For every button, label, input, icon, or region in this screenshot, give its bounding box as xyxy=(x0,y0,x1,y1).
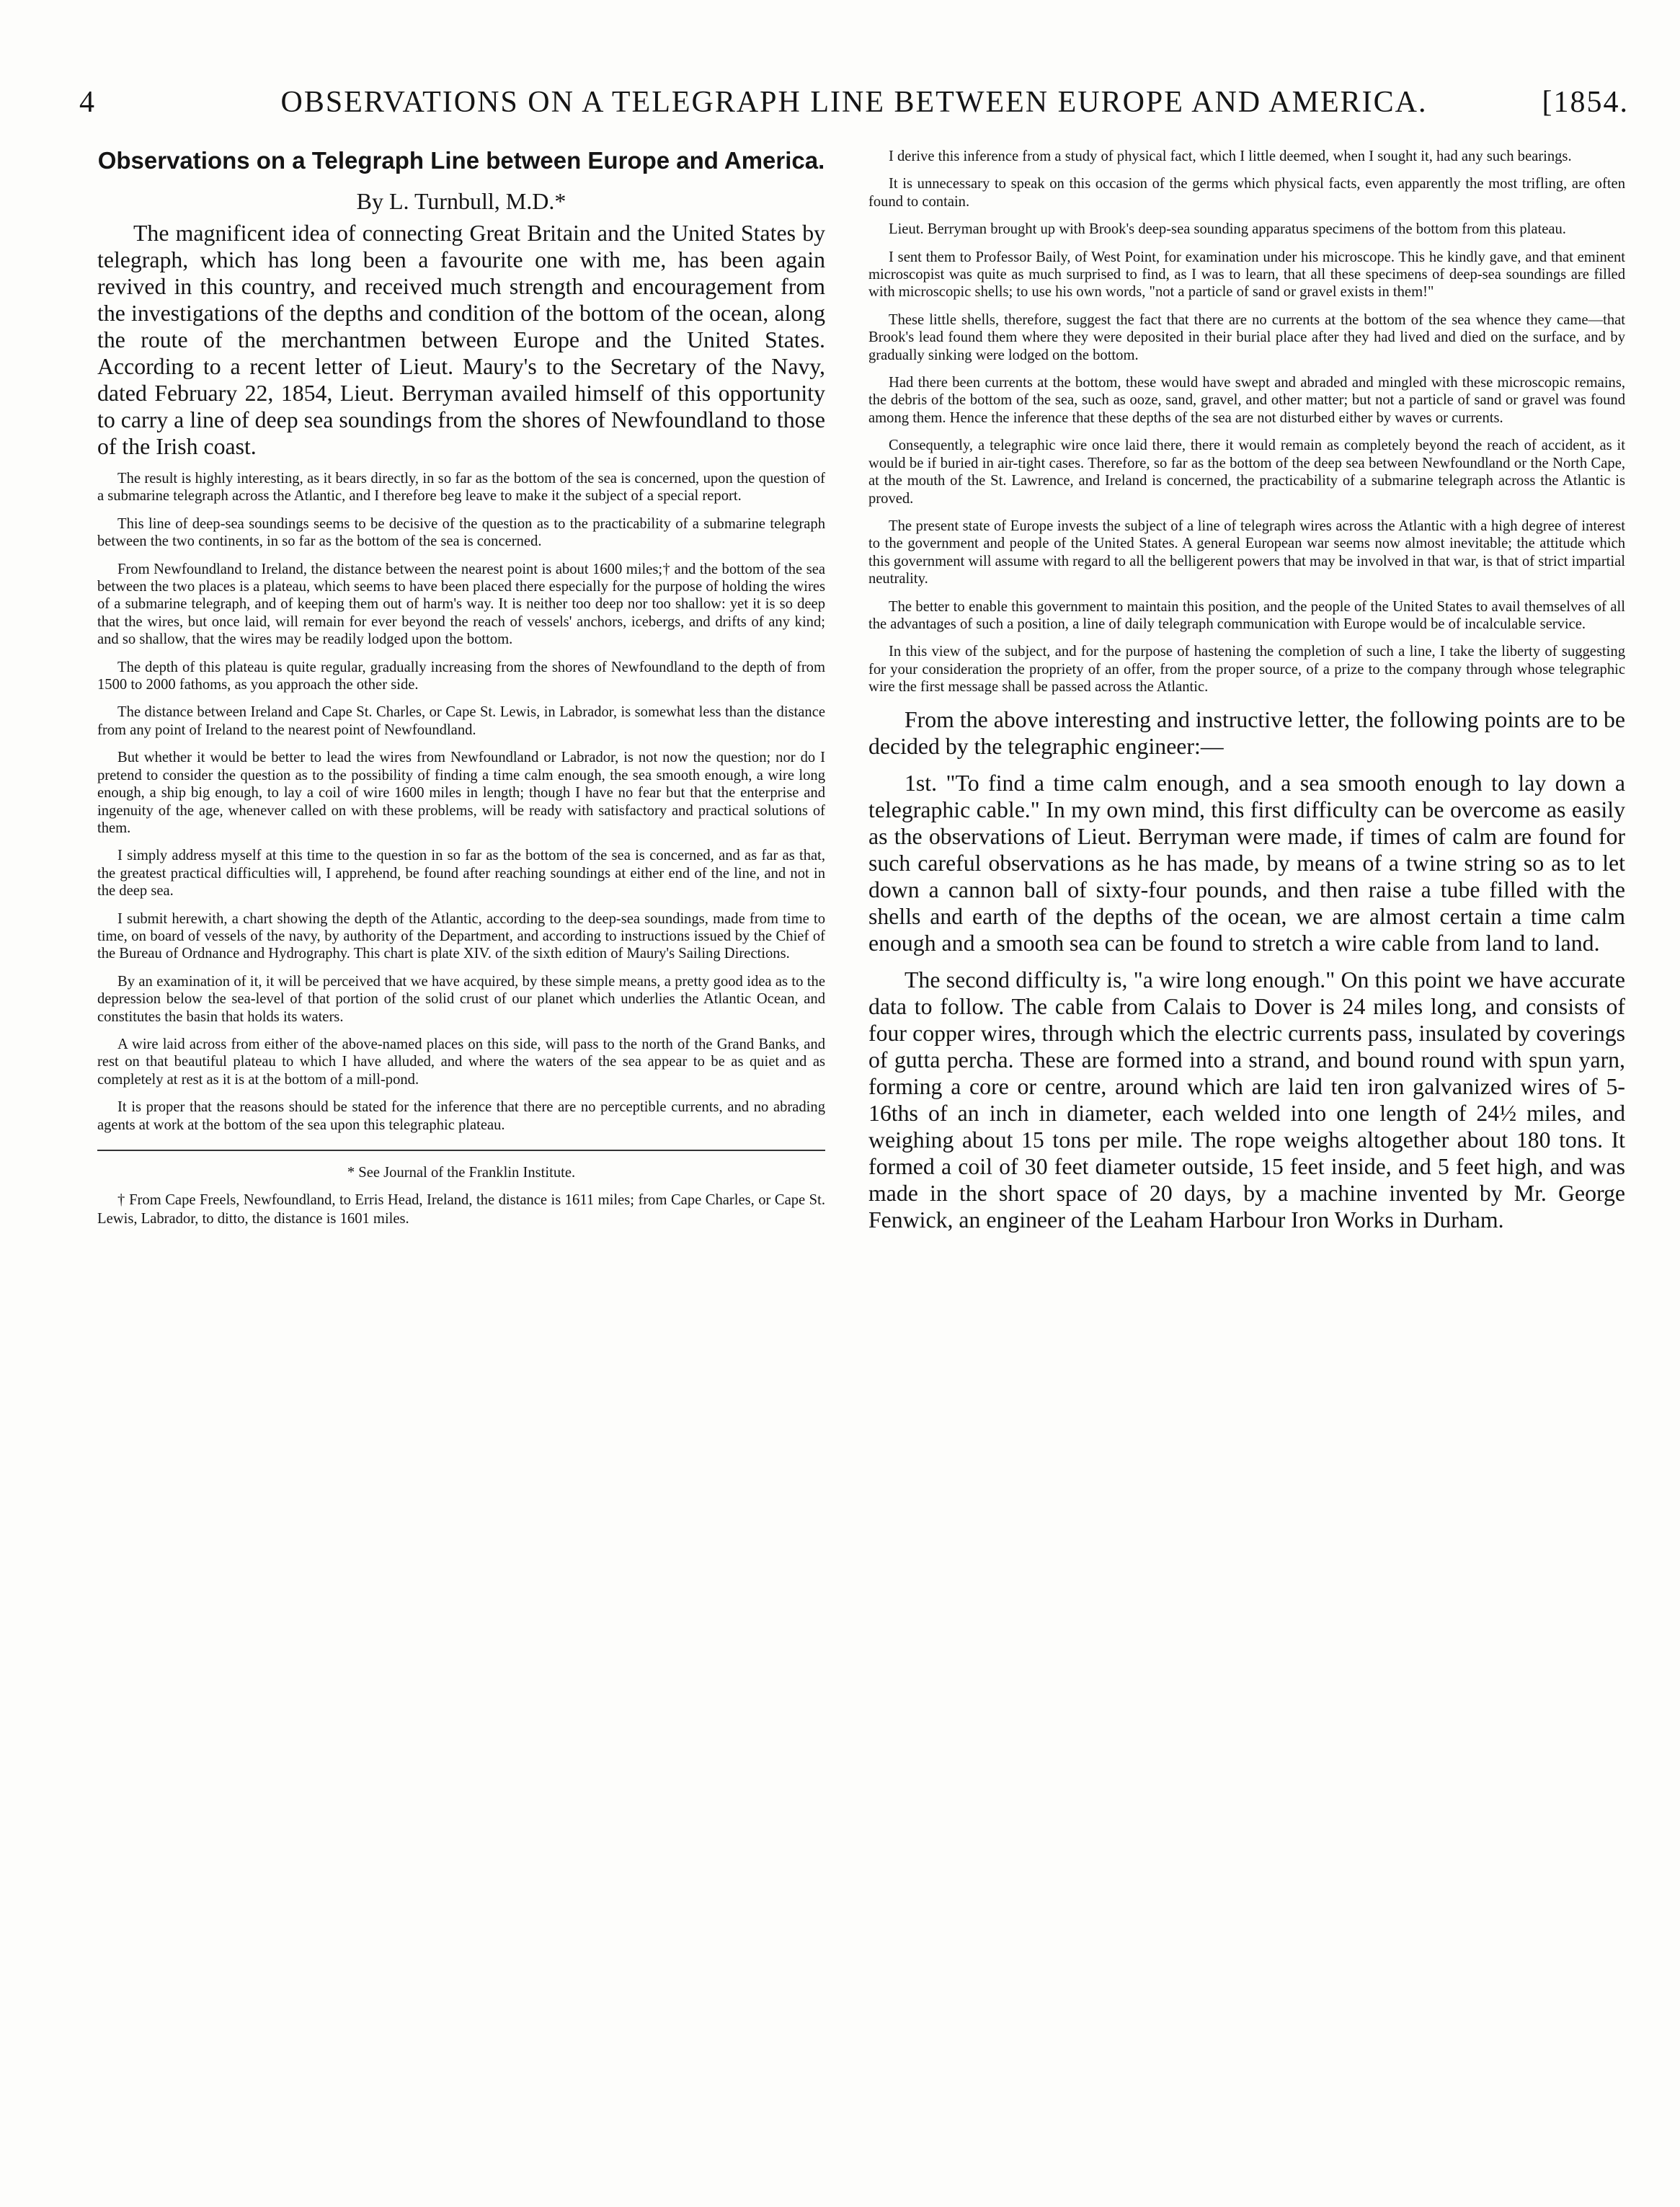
paragraph: In this view of the subject, and for the purpose of hastening the completion of such a line, I take the liberty of suggesting for your consideration the propriety of an offer, from the proper source, of a prize to the company through whose telegraphic wire the first message shall be passed across the Atlantic. xyxy=(868,644,1625,696)
paragraph: A wire laid across from either of the above-named places on this side, will pass to the north of the Grand Banks, and rest on that beautiful plateau to which I have alluded, and where the waters of the sea appear to be as quiet and as completely at rest as it is at the bottom of a mill-pond. xyxy=(97,1036,825,1088)
paragraph: From the above interesting and instructive letter, the following points are to be decided by the telegraphic engineer:— xyxy=(868,706,1625,759)
paragraph: I simply address myself at this time to the question in so far as the bottom of the sea is concerned, and as far as that, the greatest practical difficulties will, I apprehend, be found after reaching soundings at either end of the line, and not in the deep sea. xyxy=(97,848,825,900)
paragraph: Consequently, a telegraphic wire once laid there, there it would remain as completely beyond the reach of accident, as it would be if buried in air-tight cases. Therefore, so far as the bottom of the deep sea between Newfoundland or the North Cape, at the mouth of the St. Lawrence, and Ireland is concerned, the practicability of a submarine telegraph across the Atlantic is proved. xyxy=(868,438,1625,507)
paragraph: I submit herewith, a chart showing the depth of the Atlantic, according to the deep-sea soundings, made from time to time, on board of vessels of the navy, by authority of the Department, and according to instructions issued by the Chief of the Bureau of Ordnance and Hydrography. This chart is plate XIV. of the sixth edition of Maury's Sailing Directions. xyxy=(97,910,825,962)
paragraph: The present state of Europe invests the subject of a line of telegraph wires across the Atlantic with a high degree of interest to the government and people of the United States. A general European war seems now almost inevitable; the attitude which this government will assume with regard to all the belligerent powers that may be involved in that war, is that of strict impartial neutrality. xyxy=(868,518,1625,587)
paragraph: The magnificent idea of connecting Great Britain and the United States by telegraph, which has long been a favourite one with me, has been again revived in this country, and received much strength and encouragement from the investigations of the depths and condition of the bottom of the ocean, along the route of the merchantmen between Europe and the United States. According to a recent letter of Lieut. Maury's to the Secretary of the Navy, dated February 22, 1854, Lieut. Berryman availed himself of this opportunity to carry a line of deep sea soundings from the shores of Newfoundland to those of the Irish coast. xyxy=(97,221,825,459)
right-column xyxy=(868,148,1625,1243)
paragraph: It is proper that the reasons should be stated for the inference that there are no perceptible currents, and no abrading agents at work at the bottom of the sea upon this telegraphic plateau. xyxy=(97,1099,825,1133)
paragraph: But whether it would be better to lead the wires from Newfoundland or Labrador, is not now the question; nor do I pretend to consider the question as to the possibility of finding a time calm enough, the sea smooth enough, a wire long enough, a ship big enough, to lay a coil of wire 1600 miles in length; though I have no fear but that the enterprise and ingenuity of the age, whenever called on with these problems, will be ready with satisfactory and practical solutions of them. xyxy=(97,750,825,836)
article-title: Observations on a Telegraph Line between Europe and America. xyxy=(97,147,825,174)
paragraph: The result is highly interesting, as it bears directly, in so far as the bottom of the sea is concerned, upon the question of a submarine telegraph across the Atlantic, and I therefore beg leave to make it the subject of a special report. xyxy=(97,471,825,505)
footnote-divider xyxy=(97,1150,825,1151)
paragraph: Lieut. Berryman brought up with Brook's deep-sea sounding apparatus specimens of the bottom from this plateau. xyxy=(889,221,1566,238)
paragraph: These little shells, therefore, suggest the fact that there are no currents at the bottom of the sea whence they came—that Brook's lead found them where they were deposited in their burial place after they had lived and died on the surface, and by gradually sinking were lodged on the bottom. xyxy=(868,311,1625,363)
paragraph: By an examination of it, it will be perceived that we have acquired, by these simple means, a pretty good idea as to the depression below the sea-level of that portion of the solid crust of our planet which underlies the Atlantic Ocean, and constitutes the basin that holds its waters. xyxy=(97,973,825,1025)
page-number: 4 xyxy=(79,86,96,119)
paragraph: It is unnecessary to speak on this occasion of the germs which physical facts, even apparently the most trifling, are often found to contain. xyxy=(868,176,1625,210)
paragraph: The depth of this plateau is quite regular, gradually increasing from the shores of Newfoundland to the depth of from 1500 to 2000 fathoms, as you approach the other side. xyxy=(97,659,825,693)
paragraph: The distance between Ireland and Cape St. Charles, or Cape St. Lewis, in Labrador, is somewhat less than the distance from any point of Ireland to the nearest point of Newfoundland. xyxy=(97,704,825,738)
paragraph: Had there been currents at the bottom, these would have swept and abraded and mingled with these microscopic remains, the debris of the bottom of the sea, such as ooze, sand, gravel, and other matter; but not a particle of sand or gravel was found among them. Hence the inference that these depths of the sea are not disturbed either by waves or currents. xyxy=(868,375,1625,426)
paragraph: I derive this inference from a study of physical fact, which I little deemed, when I sought it, had any such bearings. xyxy=(889,148,1572,164)
article-byline: By L. Turnbull, M.D.* xyxy=(356,188,566,214)
footnote: * See Journal of the Franklin Institute. xyxy=(347,1165,576,1181)
paragraph: From Newfoundland to Ireland, the distance between the nearest point is about 1600 miles;† and the bottom of the sea between the two places is a plateau, which seems to have been placed there especially for the purpose of holding the wires of a submarine telegraph, and of keeping them out of harm's way. It is neither too deep nor too shallow: yet it is so deep that the wires, but once laid, will remain for ever beyond the reach of vessels' anchors, icebergs, and drifts of any kind; and so shallow, that the wires may be readily lodged upon the bottom. xyxy=(97,561,825,648)
left-column xyxy=(97,148,825,1228)
paragraph: The better to enable this government to maintain this position, and the people of the United States to avail themselves of all the advantages of such a position, a line of daily telegraph communication with Europe would be of incalculable service. xyxy=(868,598,1625,632)
header-year: [1854. xyxy=(1542,86,1629,119)
running-header xyxy=(79,85,1629,131)
running-title: OBSERVATIONS ON A TELEGRAPH LINE BETWEEN EUROPE AND AMERICA. xyxy=(280,86,1428,119)
paragraph: I sent them to Professor Baily, of West Point, for examination under his microscope. This he kindly gave, and that eminent microscopist was quite as much surprised to find, as I was to learn, that all these specimens of deep-sea soundings are filled with microscopic shells; to use his own words, "not a particle of sand or gravel exists in them!" xyxy=(868,249,1625,301)
paragraph: The second difficulty is, "a wire long enough." On this point we have accurate data to follow. The cable from Calais to Dover is 24 miles long, and consists of four copper wires, through which the electric currents pass, insulated by coverings of gutta percha. These are formed into a strand, and bound round with spun yarn, forming a core or centre, around which are laid ten iron galvanized wires of 5-16ths of an inch in diameter, each welded into one length of 24½ miles, and weighing about 15 tons per mile. The rope weighs altogether about 180 tons. It formed a coil of 30 feet diameter outside, 15 feet inside, and 5 feet high, and was made in the short space of 20 days, by a machine invented by Mr. George Fenwick, an engineer of the Leaham Harbour Iron Works in Durham. xyxy=(868,967,1625,1233)
paragraph: This line of deep-sea soundings seems to be decisive of the question as to the practicability of a submarine telegraph between the two continents, in so far as the bottom of the sea is concerned. xyxy=(97,515,825,550)
footnote: † From Cape Freels, Newfoundland, to Erris Head, Ireland, the distance is 1611 miles; from Cape Charles, or Cape St. Lewis, Labrador, to ditto, the distance is 1601 miles. xyxy=(97,1191,825,1227)
paragraph: 1st. "To find a time calm enough, and a sea smooth enough to lay down a telegraphic cable." In my own mind, this first difficulty can be overcome as easily as the observations of Lieut. Berryman were made, if times of calm are found for such careful observations as he has made, by means of a twine string so as to let down a cannon ball of sixty-four pounds, and then raise a tube filled with the shells and earth of the depths of the ocean, we are almost certain a time calm enough and a smooth sea can be found to stretch a wire cable from land to land. xyxy=(868,770,1625,956)
